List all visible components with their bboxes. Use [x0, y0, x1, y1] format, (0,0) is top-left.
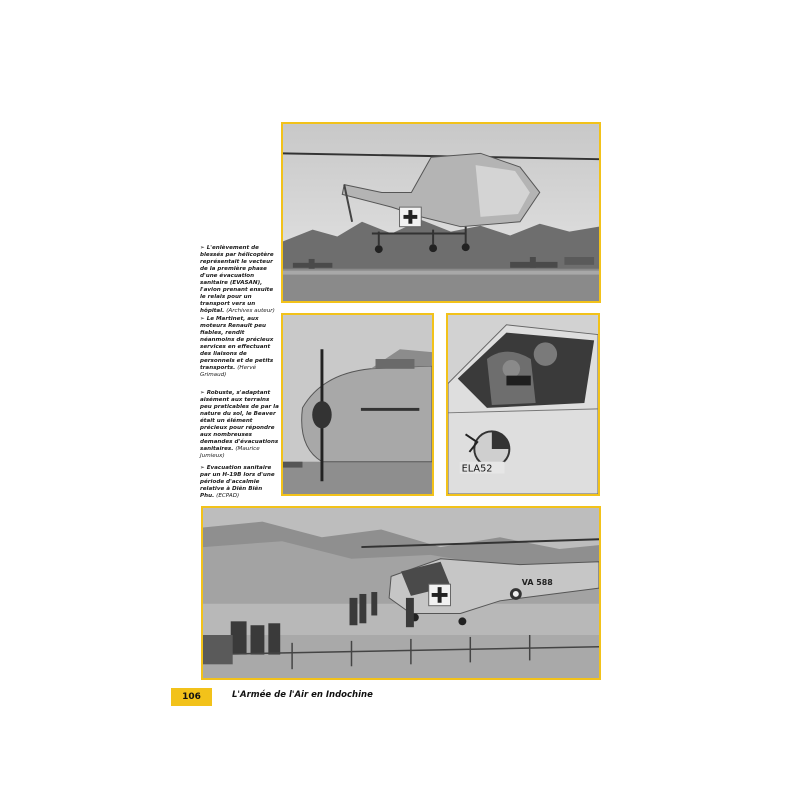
caption-credit: (Maurice Jumieux) — [200, 446, 260, 459]
arrow-bullet-icon: ➢ — [200, 245, 205, 251]
caption-text: L'enlèvement de blessés par hélicoptère représentait le vecteur de la première phase d'une évacuation sanitaire (EVASAN), l'avion prenant ensuite le relais pour un transport vers un hôpital. — [200, 245, 274, 314]
photo-h19b-evacuation — [201, 506, 601, 680]
caption-credit: (Archives auteur) — [226, 308, 275, 314]
caption-martinet — [200, 316, 278, 379]
caption-credit: (ECPAD) — [216, 493, 240, 499]
caption-text: Le Martinet, aux moteurs Renault peu fiables, rendit néanmoins de précieux services en effectuant des liaisons de personnels et de petits transports. — [200, 316, 274, 371]
caption-h19b-dien-bien-phu — [200, 465, 278, 500]
caption-beaver — [200, 390, 280, 460]
caption-text: Robuste, s'adaptant aisément aux terrains peu praticables de par la nature du sol, le Beaver était un élément précieux pour répondre aux nombreuses demandes d'évacuations sanitaires. — [200, 390, 279, 452]
arrow-bullet-icon: ➢ — [200, 465, 205, 471]
aircraft-marking-ela52: ELA52 — [461, 463, 493, 475]
aircraft-marking-va588: VA 588 — [521, 578, 553, 588]
page-number: 106 — [171, 688, 212, 706]
caption-text: Evacuation sanitaire par un H-19B lors d'une période d'accalmie relative à Diên Biên Phu. — [200, 465, 275, 499]
photo-beaver-cockpit — [446, 313, 600, 496]
arrow-bullet-icon: ➢ — [200, 316, 205, 322]
caption-helicopter-evasan — [200, 245, 280, 315]
caption-credit: (Hervé Grimaud) — [200, 365, 257, 378]
running-title: L'Armée de l'Air en Indochine — [232, 690, 373, 700]
arrow-bullet-icon: ➢ — [200, 390, 205, 396]
photo-martinet-nose — [281, 313, 434, 496]
photo-helicopter-airfield — [281, 122, 601, 303]
